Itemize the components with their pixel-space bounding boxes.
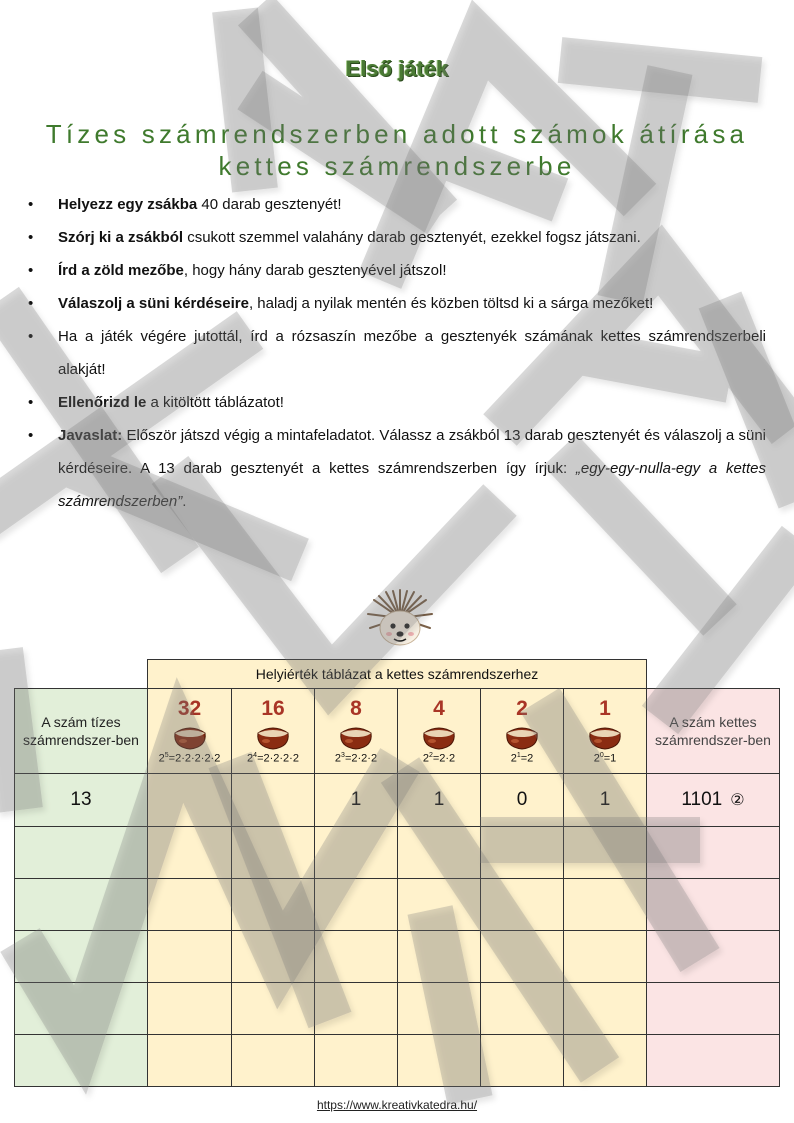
decimal-input-cell[interactable] <box>15 931 148 983</box>
place-value-label: 8 <box>350 697 362 720</box>
place-value-4 <box>398 689 481 774</box>
place-value-expression <box>232 752 314 765</box>
chestnut-icon <box>420 721 458 751</box>
digit-input-cell[interactable] <box>232 1035 315 1087</box>
power-base: 2 <box>422 752 429 765</box>
table-caption: Helyiérték táblázat a kettes számrendszerhez <box>148 660 647 689</box>
instruction-bold: Válaszolj a süni kérdéseire <box>58 295 249 312</box>
digit-input-cell[interactable] <box>398 931 481 983</box>
digit-input-cell[interactable] <box>315 879 398 931</box>
binary-input-cell[interactable] <box>647 879 780 931</box>
place-value-32 <box>148 689 232 774</box>
digit-input-cell[interactable] <box>481 879 564 931</box>
digit-input-cell[interactable] <box>232 827 315 879</box>
digit-input-cell[interactable] <box>398 827 481 879</box>
instruction-bold: Szórj ki a zsákból <box>58 229 184 246</box>
blank-cell <box>15 660 148 689</box>
digit-input-cell[interactable] <box>481 931 564 983</box>
decimal-input-cell[interactable] <box>15 879 148 931</box>
empty-row <box>15 983 780 1035</box>
chestnut-icon <box>503 721 541 751</box>
page-title: Első játék <box>345 56 449 81</box>
place-value-expression <box>398 752 480 765</box>
base-subscript-mark: ② <box>730 792 745 809</box>
power-base: 2 <box>334 752 342 765</box>
instruction-bold: Javaslat: <box>58 427 123 444</box>
blank-cell <box>647 660 780 689</box>
digit-input-cell[interactable] <box>398 983 481 1035</box>
empty-row <box>15 1035 780 1087</box>
binary-input-cell[interactable] <box>647 1035 780 1087</box>
digit-input-cell[interactable] <box>232 983 315 1035</box>
digit-cell <box>148 774 232 827</box>
instruction-text: Először játszd végig a mintafeladatot. Válassz a zsákból 13 darab gesztenyét és válaszolj a süni kérdéseire. A 13 darab gesztenyét a kettes számrendszerben így írjuk: <box>58 427 766 477</box>
chestnut-icon <box>171 721 209 751</box>
binary-value: 1101 <box>681 789 723 810</box>
power-expansion: =2 <box>520 752 534 765</box>
instruction-item <box>58 419 766 518</box>
binary-value-cell <box>647 774 780 827</box>
digit-input-cell[interactable] <box>564 983 647 1035</box>
digit-input-cell[interactable] <box>564 931 647 983</box>
power-expansion: =2·2·2·2 <box>257 752 299 765</box>
digit-input-cell[interactable] <box>481 827 564 879</box>
decimal-value-cell: 13 <box>15 774 148 827</box>
instruction-item <box>58 386 766 419</box>
digit-input-cell[interactable] <box>481 983 564 1035</box>
power-base: 2 <box>247 752 254 765</box>
place-value-8 <box>315 689 398 774</box>
empty-row <box>15 879 780 931</box>
power-exponent: 5 <box>164 752 169 759</box>
instruction-text: Ha a játék végére jutottál, írd a rózsaszín mezőbe a gesztenyék számának kettes számrendszerbeli alakját! <box>58 328 766 378</box>
caption-row <box>15 660 780 689</box>
digit-cell: 0 <box>481 774 564 827</box>
subtitle-line-2: kettes számrendszerbe <box>218 151 576 181</box>
decimal-input-cell[interactable] <box>15 983 148 1035</box>
digit-input-cell[interactable] <box>315 931 398 983</box>
place-value-label: 32 <box>177 697 202 720</box>
chestnut-icon <box>254 721 292 751</box>
digit-input-cell[interactable] <box>315 827 398 879</box>
instruction-item <box>58 221 766 254</box>
digit-cell: 1 <box>398 774 481 827</box>
decimal-header: A szám tízes számrendszer-ben <box>15 689 148 774</box>
instruction-item <box>58 254 766 287</box>
digit-input-cell[interactable] <box>148 827 232 879</box>
instruction-tail: . <box>182 493 187 510</box>
place-value-label: 2 <box>516 697 528 720</box>
binary-header: A szám kettes számrendszer-ben <box>647 689 780 774</box>
digit-input-cell[interactable] <box>398 879 481 931</box>
power-expansion: =2·2 <box>432 752 456 765</box>
chestnut-icon <box>337 721 375 751</box>
place-value-label: 4 <box>433 697 445 720</box>
place-value-expression <box>315 752 397 765</box>
binary-input-cell[interactable] <box>647 931 780 983</box>
instruction-item <box>58 287 766 320</box>
place-value-expression <box>564 752 646 765</box>
digit-input-cell[interactable] <box>148 931 232 983</box>
decimal-input-cell[interactable] <box>15 1035 148 1087</box>
hedgehog-icon <box>364 588 436 652</box>
instruction-bold: Írd a zöld mezőbe <box>58 262 184 279</box>
digit-input-cell[interactable] <box>564 879 647 931</box>
footer-link[interactable]: https://www.kreativkatedra.hu/ <box>316 1098 478 1112</box>
binary-input-cell[interactable] <box>647 983 780 1035</box>
example-row <box>15 774 780 827</box>
instruction-bold: Helyezz egy zsákba <box>58 196 198 213</box>
digit-input-cell[interactable] <box>398 1035 481 1087</box>
instruction-text: 40 darab gesztenyét! <box>197 196 342 213</box>
place-value-label: 16 <box>261 697 285 720</box>
binary-input-cell[interactable] <box>647 827 780 879</box>
power-exponent: 3 <box>341 752 345 759</box>
place-value-expression <box>481 752 563 765</box>
digit-input-cell[interactable] <box>315 983 398 1035</box>
instruction-item <box>58 188 766 221</box>
instruction-item <box>58 320 766 386</box>
power-base: 2 <box>158 752 165 765</box>
empty-row <box>15 931 780 983</box>
digit-input-cell[interactable] <box>481 1035 564 1087</box>
digit-input-cell[interactable] <box>148 1035 232 1087</box>
instruction-italic: „egy-egy-nulla-egy a kettes számrendszerben” <box>58 460 766 510</box>
digit-input-cell[interactable] <box>148 879 232 931</box>
instruction-text: a kitöltött táblázatot! <box>146 394 284 411</box>
digit-input-cell[interactable] <box>315 1035 398 1087</box>
digit-cell: 1 <box>564 774 647 827</box>
place-value-2 <box>481 689 564 774</box>
digit-input-cell[interactable] <box>232 931 315 983</box>
place-value-16 <box>232 689 315 774</box>
power-expansion: =1 <box>603 752 617 765</box>
digit-input-cell[interactable] <box>564 827 647 879</box>
instruction-text: csukott szemmel valahány darab gesztenyét, ezekkel fogsz játszani. <box>183 229 641 246</box>
chestnut-icon <box>586 721 624 751</box>
place-value-table <box>14 659 780 1087</box>
power-exponent: 1 <box>516 752 521 759</box>
power-exponent: 0 <box>599 752 604 759</box>
power-expansion: =2·2·2 <box>344 752 378 765</box>
subtitle <box>0 118 794 182</box>
power-base: 2 <box>593 752 600 765</box>
empty-row <box>15 827 780 879</box>
power-exponent: 4 <box>253 752 258 759</box>
subtitle-line-1: Tízes számrendszerben adott számok átírása <box>45 119 749 149</box>
instruction-bold: Ellenőrizd le <box>58 394 147 411</box>
place-value-label: 1 <box>599 697 611 720</box>
instruction-text: , haladj a nyilak mentén és közben töltsd ki a sárga mezőket! <box>248 295 654 312</box>
digit-cell <box>232 774 315 827</box>
power-expansion: =2·2·2·2·2 <box>168 752 221 765</box>
header-row <box>15 689 780 774</box>
digit-input-cell[interactable] <box>564 1035 647 1087</box>
digit-cell: 1 <box>315 774 398 827</box>
power-exponent: 2 <box>428 752 433 759</box>
place-value-1 <box>564 689 647 774</box>
place-value-grid <box>14 659 780 1087</box>
instruction-text: , hogy hány darab gesztenyével játszol! <box>183 262 447 279</box>
decimal-input-cell[interactable] <box>15 827 148 879</box>
place-value-expression <box>148 752 231 765</box>
digit-input-cell[interactable] <box>232 879 315 931</box>
digit-input-cell[interactable] <box>148 983 232 1035</box>
power-base: 2 <box>510 752 517 765</box>
instruction-list <box>58 188 766 518</box>
